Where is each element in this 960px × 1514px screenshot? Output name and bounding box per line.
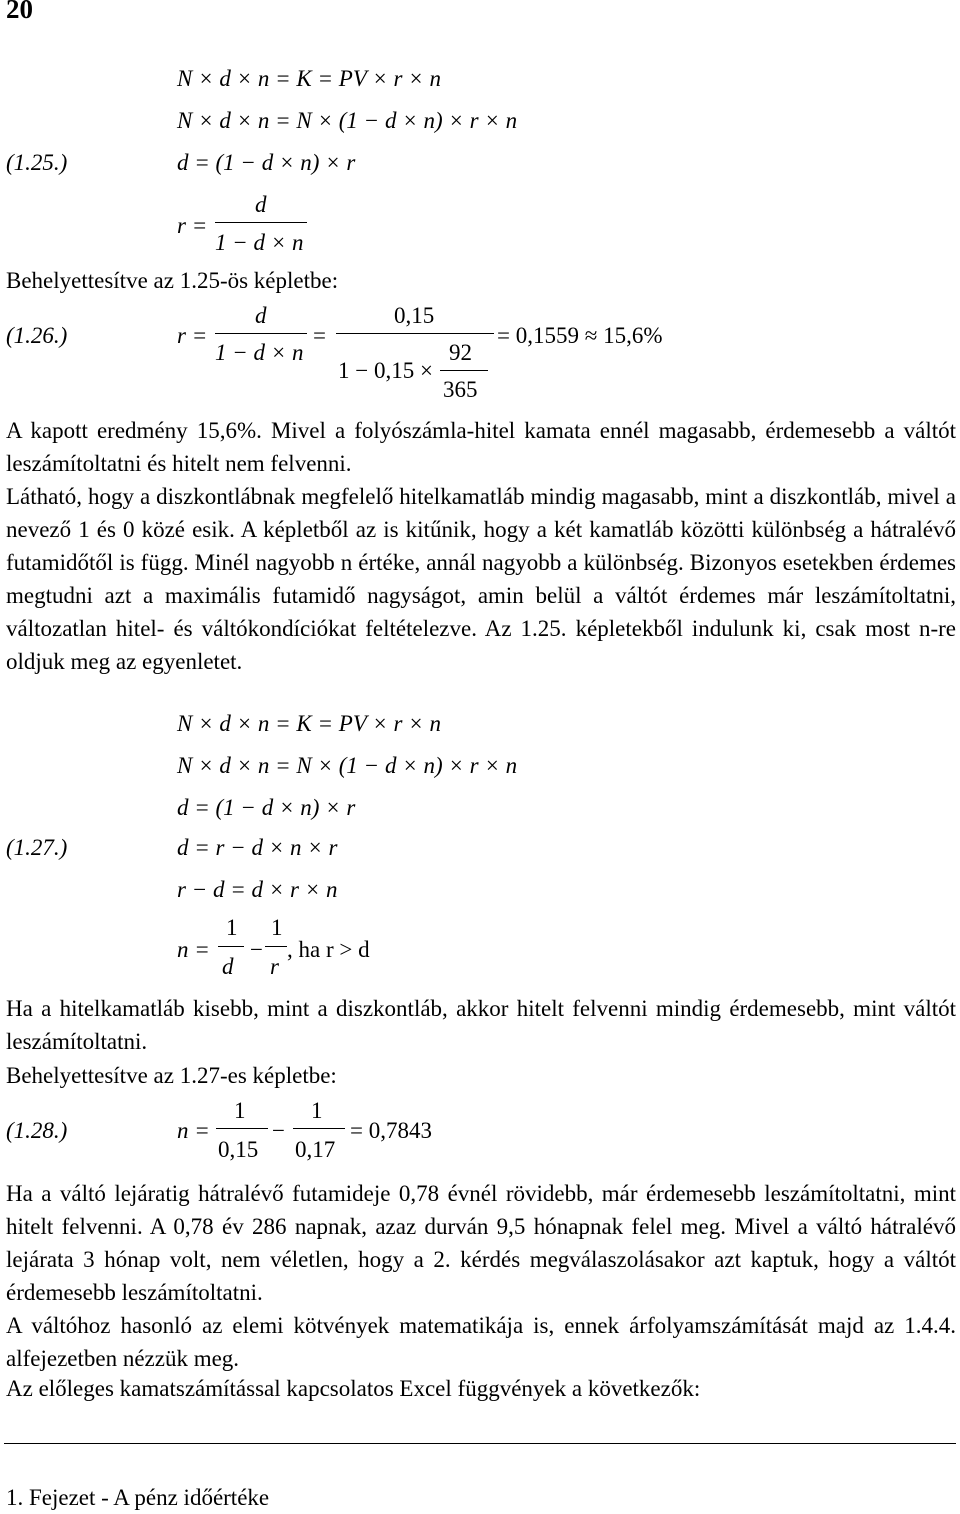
fraction-numerator: 0,15 <box>394 303 435 328</box>
fraction-bar <box>336 333 494 334</box>
fraction-denominator: 1 − d × n <box>215 230 304 255</box>
footer-divider <box>4 1443 956 1444</box>
equation-label: (1.28.) <box>6 1118 68 1143</box>
nested-denominator: 365 <box>443 377 478 402</box>
fraction-denominator: r <box>270 954 279 979</box>
fraction-numerator: 1 <box>234 1098 246 1123</box>
equation-line: N × d × n = K = PV × r × n <box>177 711 441 736</box>
equation-line: N × d × n = K = PV × r × n <box>177 66 441 91</box>
equation-line: r − d = d × r × n <box>177 877 338 902</box>
page-number: 20 <box>6 0 33 24</box>
fraction-denominator: 1 − d × n <box>215 340 304 365</box>
minus-sign: − <box>272 1118 285 1143</box>
fraction-denominator: 0,17 <box>295 1137 336 1162</box>
equation-result: = 0,1559 ≈ 15,6% <box>497 323 663 348</box>
equation-line: N × d × n = N × (1 − d × n) × r × n <box>177 108 518 133</box>
equation-line: d = (1 − d × n) × r <box>177 795 356 820</box>
paragraph: Ha a hitelkamatláb kisebb, mint a diszkontláb, akkor hitelt felvenni mindig érdemesebb, mint váltót leszámítoltatni. <box>6 996 956 1054</box>
equation-lhs: r = <box>177 323 208 348</box>
equation-lhs: n = <box>177 1118 210 1143</box>
nested-numerator: 92 <box>449 340 472 365</box>
page-footer: 1. Fejezet - A pénz időértéke <box>6 1485 270 1510</box>
equation-line: d = r − d × n × r <box>177 835 338 860</box>
equals-sign: = <box>313 323 326 348</box>
condition-text: , ha r > d <box>287 937 370 962</box>
equation-label: (1.25.) <box>6 150 68 175</box>
fraction-numerator: d <box>255 303 267 328</box>
fraction-bar <box>215 333 307 334</box>
equation-label: (1.27.) <box>6 835 68 860</box>
equation-result: = 0,7843 <box>350 1118 432 1143</box>
fraction-bar <box>265 946 287 947</box>
fraction-numerator: 1 <box>311 1098 323 1123</box>
equation-lhs: r = <box>177 213 208 238</box>
equation-label: (1.26.) <box>6 323 68 348</box>
substitution-text: Behelyettesítve az 1.25-ös képletbe: <box>6 268 339 293</box>
nested-fraction-bar <box>440 370 488 371</box>
fraction-numerator: 1 <box>226 915 238 940</box>
equation-line: N × d × n = N × (1 − d × n) × r × n <box>177 753 518 778</box>
fraction-numerator: 1 <box>271 915 283 940</box>
equation-line: d = (1 − d × n) × r <box>177 150 356 175</box>
fraction-bar <box>216 1128 268 1129</box>
paragraph: Az előleges kamatszámítással kapcsolatos Excel függvények a következők: <box>6 1376 701 1401</box>
paragraph: A váltóhoz hasonló az elemi kötvények matematikája is, ennek árfolyamszámítását majd az 1.4.4. alfejezetben nézzük meg. <box>6 1313 956 1371</box>
fraction-bar <box>215 222 307 223</box>
substitution-text: Behelyettesítve az 1.27-es képletbe: <box>6 1063 337 1088</box>
fraction-bar <box>218 946 244 947</box>
paragraph: Ha a váltó lejáratig hátralévő futamideje 0,78 évnél rövidebb, már érdemesebb leszámítoltatni, mint hitelt felvenni. A 0,78 év 286 napnak, azaz durván 9,5 hónapnak felel meg. Mivel a váltó hátralévő lejárata 3 hónap volt, nem véletlen, hogy a 2. kérdés megválaszolásakor azt kaptuk, hogy a váltót érdemesebb leszámítoltatni. <box>6 1181 956 1305</box>
fraction-denominator: 0,15 <box>218 1137 259 1162</box>
fraction-bar <box>293 1128 345 1129</box>
minus-sign: − <box>250 937 263 962</box>
paragraph: Látható, hogy a diszkontlábnak megfelelő hitelkamatláb mindig magasabb, mint a diszkontláb, mivel a nevező 1 és 0 közé esik. A képletből az is kitűnik, hogy a két kamatláb közötti különbség a hátralévő futamidőtől is függ. Minél nagyobb n értéke, annál nagyobb a különbség. Bizonyos esetekben érdemes megtudni azt a maximális futamidő nagyságot, amin belül a váltót érdemes már leszámítoltatni, változatlan hitel- és váltókondíciókat feltételezve. Az 1.25. képletekből indulunk ki, csak most n-re oldjuk meg az egyenletet. <box>6 484 956 674</box>
equation-lhs: n = <box>177 937 210 962</box>
paragraph: A kapott eredmény 15,6%. Mivel a folyószámla-hitel kamata ennél magasabb, érdemesebb a váltót leszámítoltatni és hitelt nem felvenni. <box>6 418 956 476</box>
fraction-denominator: d <box>222 954 234 979</box>
fraction-denominator: 1 − 0,15 × <box>338 358 433 383</box>
fraction-numerator: d <box>255 192 267 217</box>
